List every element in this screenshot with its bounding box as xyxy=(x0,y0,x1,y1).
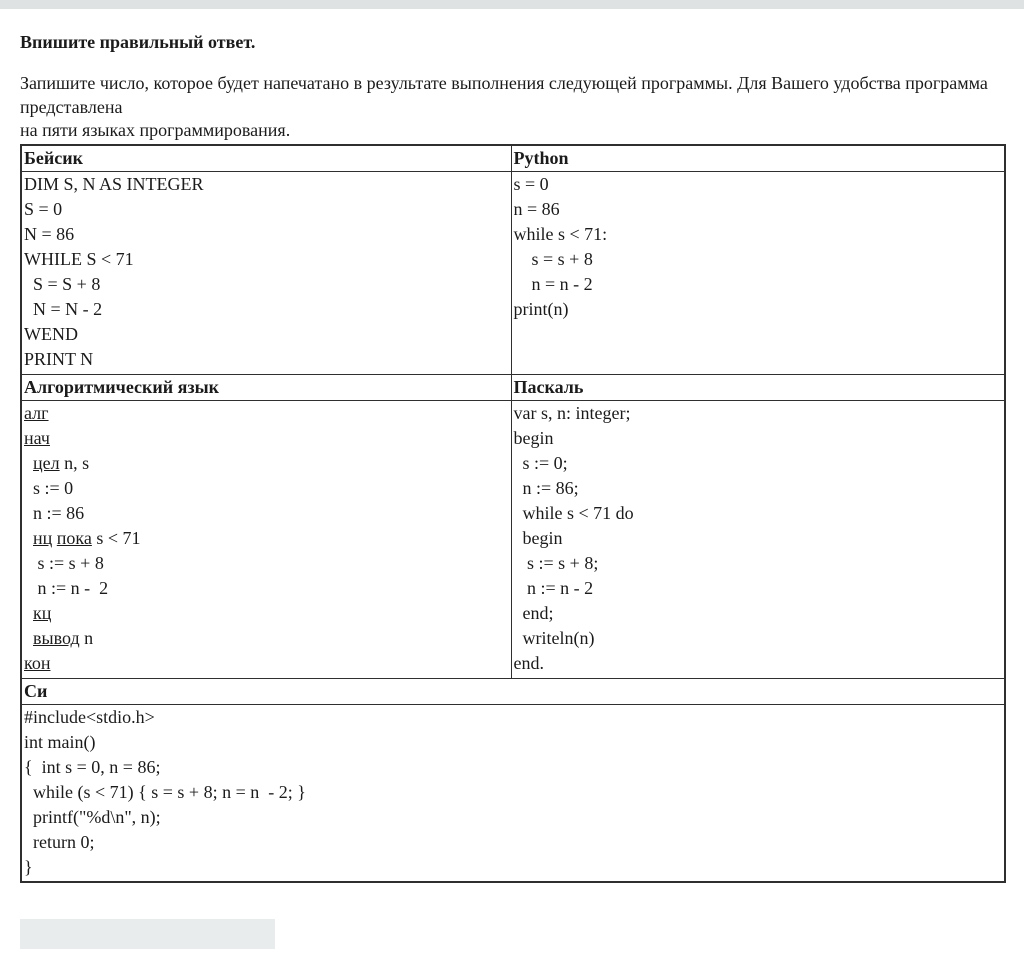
lang-header-c: Си xyxy=(21,678,1005,704)
code-line: return 0; xyxy=(24,831,95,852)
code-line: n := 86; xyxy=(513,477,579,498)
code-line: DIM S, N AS INTEGER xyxy=(24,173,204,194)
code-line: N = N - 2 xyxy=(24,298,103,319)
code-line: n = 86 xyxy=(513,198,560,219)
code-line: { int s = 0, n = 86; xyxy=(24,756,161,777)
code-line: writeln(n) xyxy=(513,627,595,648)
code-line: } xyxy=(24,856,33,877)
header-row-c xyxy=(21,678,1005,704)
answer-prompt-title: Впишите правильный ответ. xyxy=(20,32,256,52)
quiz-content xyxy=(0,32,1024,949)
code-line: кон xyxy=(24,652,51,673)
code-line: s := s + 8; xyxy=(513,552,599,573)
code-line: while (s < 71) { s = s + 8; n = n - 2; } xyxy=(24,781,306,802)
code-line: s := s + 8 xyxy=(24,552,104,573)
code-line: S = S + 8 xyxy=(24,273,101,294)
task-text-line-2: представлена xyxy=(20,96,123,117)
lang-header-pascal: Паскаль xyxy=(511,374,1005,400)
task-text-line-1: Запишите число, которое будет напечатано в результате выполнения следующей программы. Для Вашего удобства программа xyxy=(20,73,988,93)
code-line: s := 0; xyxy=(513,452,568,473)
header-row-algo-pascal xyxy=(21,374,1005,400)
code-row-algo-pascal xyxy=(21,400,1005,678)
code-line: нач xyxy=(24,427,50,448)
code-block-c xyxy=(21,704,1005,882)
code-line: N = 86 xyxy=(24,223,75,244)
code-line: S = 0 xyxy=(24,198,63,219)
code-line: WHILE S < 71 xyxy=(24,248,134,269)
lang-header-python: Python xyxy=(511,145,1005,172)
code-block-python xyxy=(511,171,1005,374)
code-line: end; xyxy=(513,602,554,623)
code-line: end. xyxy=(513,652,544,673)
code-line: PRINT N xyxy=(24,348,94,369)
lang-header-basic: Бейсик xyxy=(21,145,511,172)
task-text-line-3: на пяти языках программирования. xyxy=(20,120,291,140)
code-line: begin xyxy=(513,427,554,448)
program-languages-table xyxy=(20,144,1006,884)
code-line: print(n) xyxy=(513,298,569,319)
code-line: s = s + 8 xyxy=(513,248,593,269)
code-line: #include<stdio.h> xyxy=(24,706,155,727)
code-line: n = n - 2 xyxy=(513,273,593,294)
lang-header-algorithmic: Алгоритмический язык xyxy=(21,374,511,400)
code-block-algorithmic xyxy=(21,400,511,678)
code-line: n := n - 2 xyxy=(513,577,594,598)
code-line: int main() xyxy=(24,731,96,752)
code-row-basic-python xyxy=(21,171,1005,374)
code-line: вывод n xyxy=(33,627,94,648)
code-block-basic xyxy=(21,171,511,374)
code-line: while s < 71 do xyxy=(513,502,634,523)
code-line: кц xyxy=(33,602,52,623)
header-row-basic-python xyxy=(21,145,1005,172)
code-line: нц пока s < 71 xyxy=(33,527,141,548)
code-line: алг xyxy=(24,402,49,423)
code-row-c xyxy=(21,704,1005,882)
code-line: var s, n: integer; xyxy=(513,402,631,423)
code-line: цел n, s xyxy=(33,452,90,473)
answer-input[interactable] xyxy=(20,919,275,949)
code-line: n := n - 2 xyxy=(24,577,109,598)
code-block-pascal xyxy=(511,400,1005,678)
top-divider-bar xyxy=(0,0,1024,9)
code-line: s := 0 xyxy=(24,477,74,498)
code-line: n := 86 xyxy=(24,502,85,523)
task-description xyxy=(20,72,1004,143)
code-line: s = 0 xyxy=(513,173,549,194)
code-line: printf("%d\n", n); xyxy=(24,806,161,827)
code-line: begin xyxy=(513,527,563,548)
code-line: WEND xyxy=(24,323,78,344)
code-line: while s < 71: xyxy=(513,223,608,244)
